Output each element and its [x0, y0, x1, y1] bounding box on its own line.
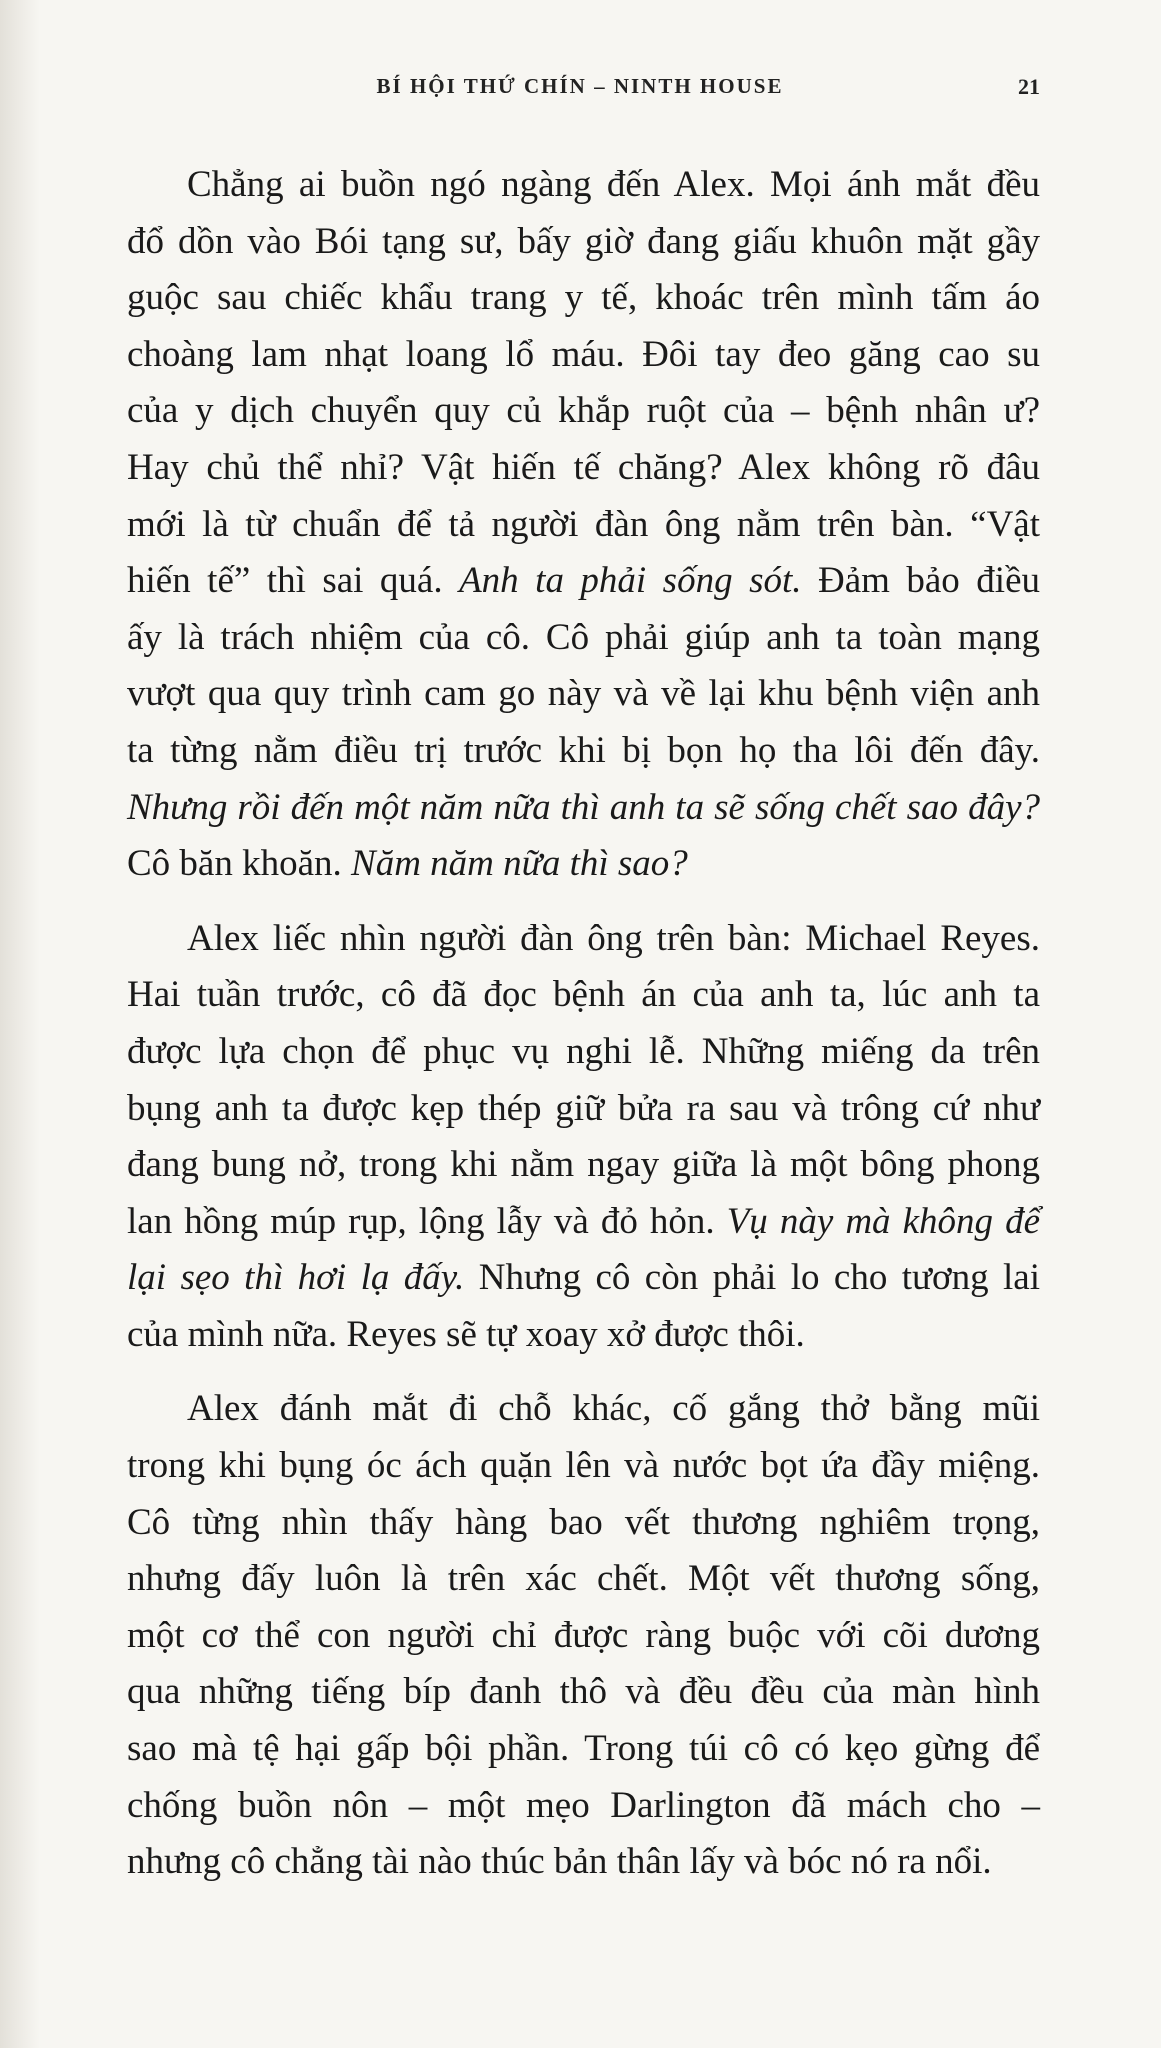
text-run: đang bung nở, trong khi nằm ngay giữa là một bông phong [127, 1144, 1040, 1186]
text-run: được lựa chọn để phục vụ nghi lễ. Những miếng da trên [127, 1030, 1040, 1072]
paragraph [127, 1381, 1040, 1890]
text-line [127, 1381, 1040, 1438]
text-line [127, 1551, 1040, 1608]
text-line [127, 1608, 1040, 1665]
text-line [127, 157, 1040, 214]
text-run: Alex liếc nhìn người đàn ông trên bàn: Michael Reyes. [187, 917, 1040, 959]
text-run: một cơ thể con người chỉ được ràng buộc với cõi dương [127, 1614, 1040, 1656]
text-run: Hai tuần trước, cô đã đọc bệnh án của anh ta, lúc anh ta [127, 974, 1040, 1016]
text-line [127, 911, 1040, 968]
text-run: hiến tế” thì sai quá. [127, 560, 460, 602]
text-line [127, 780, 1040, 837]
text-run: đổ dồn vào Bói tạng sư, bấy giờ đang giấu khuôn mặt gầy [127, 220, 1040, 262]
text-line [127, 327, 1040, 384]
text-run: trong khi bụng óc ách quặn lên và nước bọt ứa đầy miệng. [127, 1445, 1040, 1487]
text-run: guộc sau chiếc khẩu trang y tế, khoác trên mình tấm áo [127, 277, 1040, 319]
text-run: của y dịch chuyển quy củ khắp ruột của – bệnh nhân ư? [127, 390, 1040, 432]
text-run: sao mà tệ hại gấp bội phần. Trong túi cô có kẹo gừng để [127, 1728, 1040, 1770]
text-run: mới là từ chuẩn để tả người đàn ông nằm trên bàn. “Vật [127, 503, 1040, 545]
text-line [127, 1194, 1040, 1251]
text-run: Đảm bảo điều [801, 560, 1040, 602]
text-line [127, 723, 1040, 780]
page-number: 21 [1018, 74, 1040, 99]
text-run: ấy là trách nhiệm của cô. Cô phải giúp anh ta toàn mạng [127, 616, 1040, 658]
paragraph [127, 911, 1040, 1364]
text-line [127, 214, 1040, 271]
text-line [127, 270, 1040, 327]
text-line [127, 1438, 1040, 1495]
text-run: Chẳng ai buồn ngó ngàng đến Alex. Mọi ánh mắt đều [187, 164, 1040, 205]
text-line [127, 666, 1040, 723]
text-line [127, 1307, 1040, 1364]
text-line [127, 1495, 1040, 1552]
text-run: lan hồng múp rụp, lộng lẫy và đỏ hỏn. [127, 1200, 727, 1242]
italic-text: Anh ta phải sống sót. [459, 560, 802, 602]
text-run: của mình nữa. Reyes sẽ tự xoay xở được thôi. [127, 1313, 805, 1355]
text-line [127, 1721, 1040, 1778]
text-run: bụng anh ta được kẹp thép giữ bửa ra sau và trông cứ như [127, 1087, 1040, 1129]
text-line [127, 1024, 1040, 1081]
text-run: Alex đánh mắt đi chỗ khác, cố gắng thở bằng mũi [187, 1388, 1040, 1430]
page-gutter-shadow [0, 0, 40, 2048]
text-run: vượt qua quy trình cam go này và về lại khu bệnh viện anh [127, 673, 1040, 715]
text-line [127, 1778, 1040, 1835]
text-line [127, 967, 1040, 1024]
text-line [127, 1834, 1040, 1891]
text-line [127, 1664, 1040, 1721]
text-run: Nhưng cô còn phải lo cho tương lai [464, 1257, 1040, 1299]
text-line [127, 610, 1040, 667]
text-line [127, 1081, 1040, 1138]
italic-text: Nhưng rồi đến một năm nữa thì anh ta sẽ sống chết sao đây? [127, 786, 1040, 828]
text-line [127, 1137, 1040, 1194]
text-run: qua những tiếng bíp đanh thô và đều đều của màn hình [127, 1671, 1040, 1713]
body-text [127, 157, 1040, 1909]
running-header: BÍ HỘI THỨ CHÍN – NINTH HOUSE [376, 74, 784, 98]
text-line [127, 553, 1040, 610]
text-run: Hay chủ thể nhỉ? Vật hiến tế chăng? Alex không rõ đâu [127, 446, 1040, 488]
text-run: ta từng nằm điều trị trước khi bị bọn họ tha lôi đến đây. [127, 729, 1040, 771]
text-line [127, 383, 1040, 440]
text-run: Cô băn khoăn. [127, 843, 352, 885]
text-run: choàng lam nhạt loang lổ máu. Đôi tay đeo găng cao su [127, 333, 1040, 375]
text-run: chống buồn nôn – một mẹo Darlington đã mách cho – [127, 1784, 1040, 1826]
text-line [127, 836, 1040, 893]
text-run: Cô từng nhìn thấy hàng bao vết thương nghiêm trọng, [127, 1501, 1040, 1543]
italic-text: Năm năm nữa thì sao? [351, 843, 688, 885]
text-line [127, 1250, 1040, 1307]
text-line [127, 497, 1040, 554]
text-run: nhưng đấy luôn là trên xác chết. Một vết thương sống, [127, 1558, 1040, 1600]
italic-text: lại sẹo thì hơi lạ đấy. [127, 1257, 465, 1299]
italic-text: Vụ này mà không để [726, 1200, 1040, 1242]
text-run: nhưng cô chẳng tài nào thúc bản thân lấy và bóc nó ra nổi. [127, 1841, 992, 1883]
text-line [127, 440, 1040, 497]
paragraph [127, 157, 1040, 893]
